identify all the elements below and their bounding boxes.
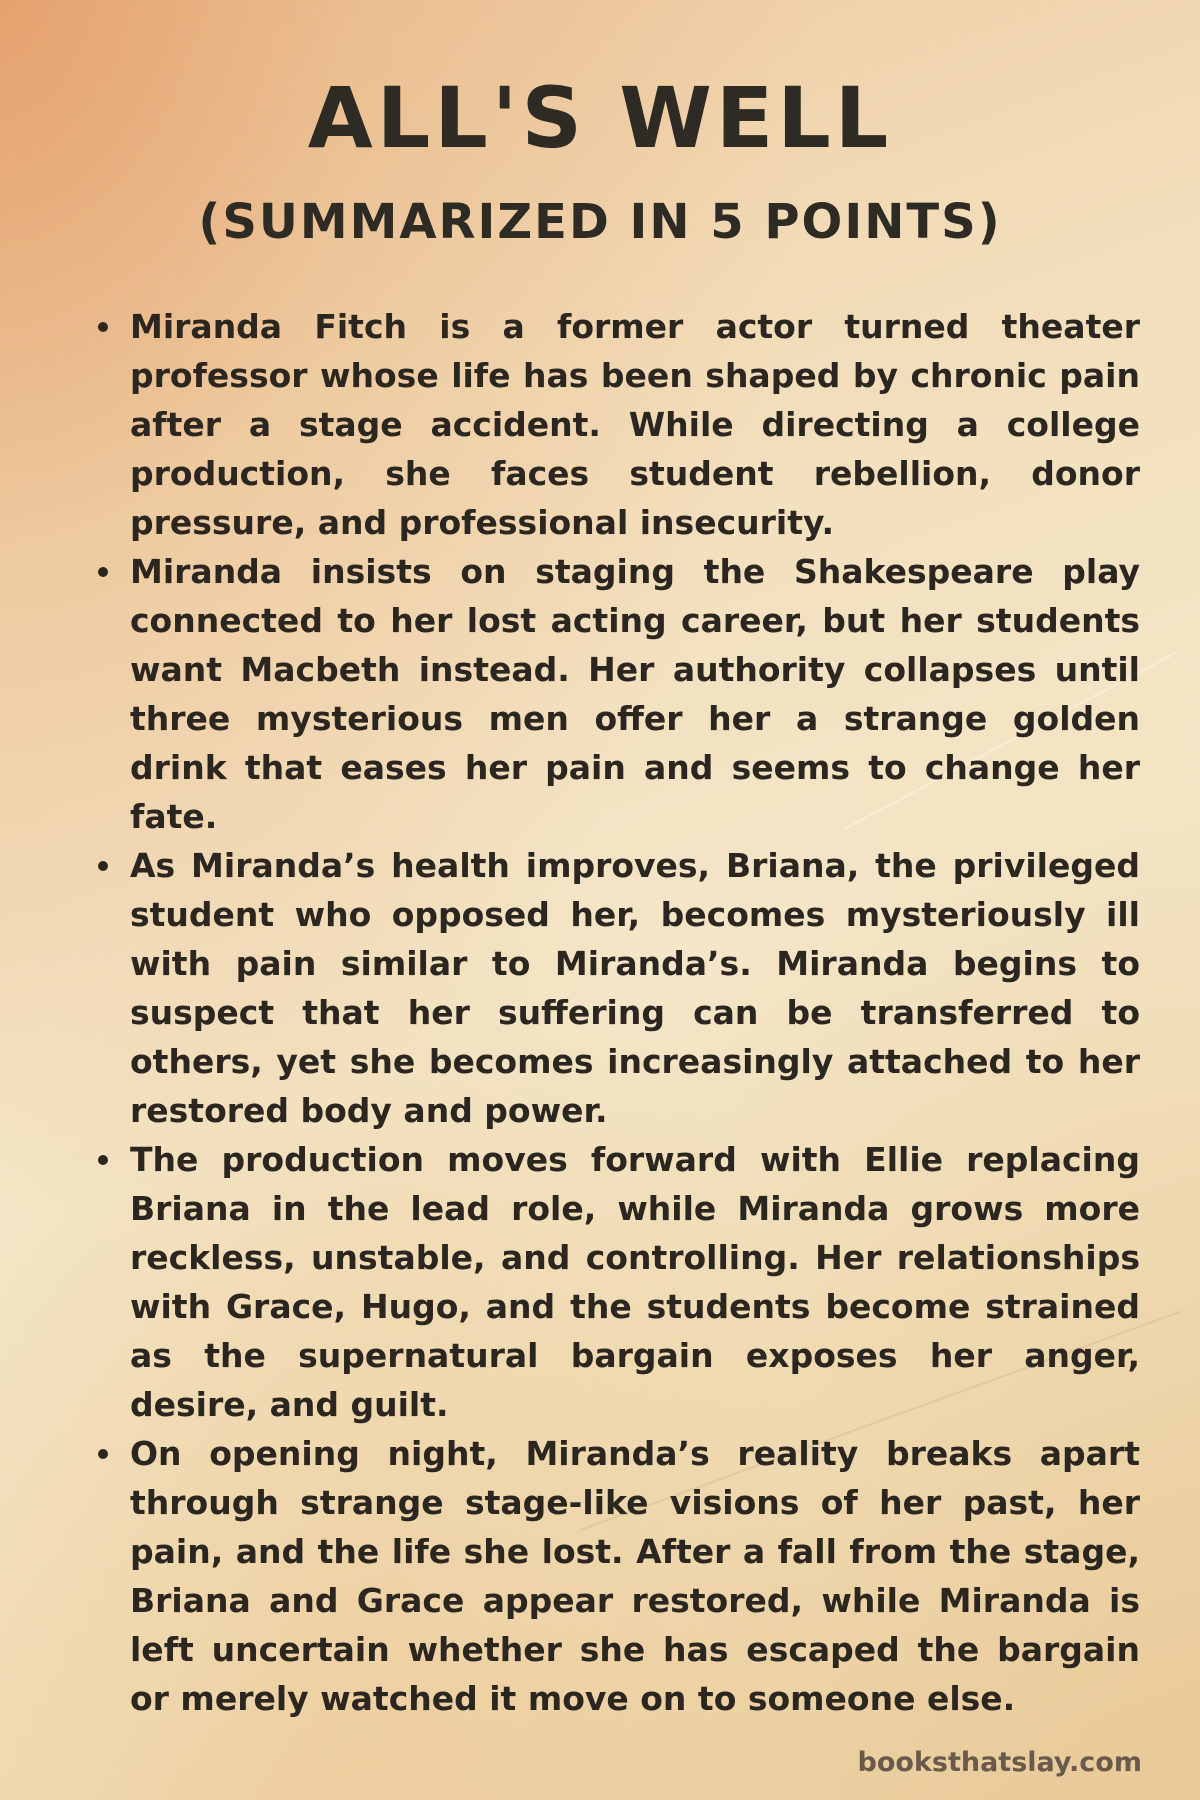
bullet-icon (98, 567, 108, 577)
summary-point-text: Miranda insists on staging the Shakespeare play connected to her lost acting career, but her students want Macbeth instead. Her authority collapses until three mysterious men offer her a strange golden drink that eases her pain and seems to change her fate. (130, 552, 1140, 836)
source-watermark: booksthatslay.com (857, 1747, 1142, 1778)
summary-point (86, 841, 1140, 1135)
page-subtitle: (SUMMARIZED IN 5 POINTS) (198, 194, 1002, 250)
summary-point-text: The production moves forward with Ellie replacing Briana in the lead role, while Miranda grows more reckless, unstable, and controlling. Her relationships with Grace, Hugo, and the students become strained as the supernatural bargain exposes her anger, desire, and guilt. (130, 1140, 1140, 1424)
summary-list (86, 302, 1140, 1723)
bullet-icon (98, 1155, 108, 1165)
summary-point-text: Miranda Fitch is a former actor turned theater professor whose life has been shaped by chronic pain after a stage accident. While directing a college production, she faces student rebellion, donor pressure, and professional insecurity. (130, 307, 1140, 542)
bullet-icon (98, 1449, 108, 1459)
page-title: ALL'S WELL (307, 69, 893, 167)
summary-point-text: On opening night, Miranda’s reality breaks apart through strange stage-like visions of her past, her pain, and the life she lost. After a fall from the stage, Briana and Grace appear restored, while Miranda is left uncertain whether she has escaped the bargain or merely watched it move on to someone else. (130, 1434, 1140, 1718)
bullet-icon (98, 861, 108, 871)
summary-point (86, 302, 1140, 547)
summary-point (86, 1135, 1140, 1429)
bullet-icon (98, 322, 108, 332)
summary-point (86, 547, 1140, 841)
summary-point-text: As Miranda’s health improves, Briana, the privileged student who opposed her, becomes mysteriously ill with pain similar to Miranda’s. Miranda begins to suspect that her suffering can be transferred to others, yet she becomes increasingly attached to her restored body and power. (130, 846, 1140, 1130)
summary-point (86, 1429, 1140, 1723)
